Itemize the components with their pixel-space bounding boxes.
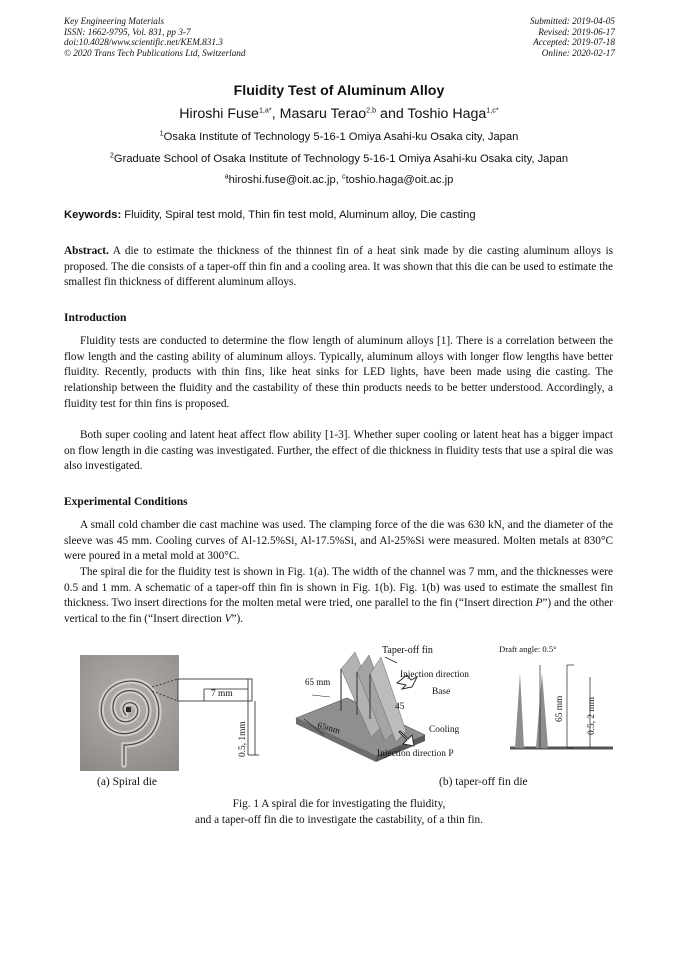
email-sup: c: [341, 171, 346, 181]
issn: ISSN: 1662-9795, Vol. 831, pp 3-7: [64, 26, 191, 37]
online-date: Online: 2020-02-17: [541, 47, 615, 58]
label-base: Base: [432, 687, 451, 697]
paper-title: Fluidity Test of Aluminum Alloy: [233, 83, 445, 99]
label-height-65: 65 mm: [305, 677, 331, 687]
label-channel-width: 7 mm: [211, 689, 233, 699]
affil-text: Osaka Institute of Technology 5-16-1 Omiya Asahi-ku Osaka city, Japan: [163, 131, 519, 143]
author-list: [0, 106, 678, 122]
exp-text: ”) and the other vertical to the fin (“Insert direction: [64, 597, 613, 626]
insert-direction-p: P: [535, 597, 543, 610]
label-injection-direction-p: Injection direction P: [377, 749, 454, 759]
affiliation-1: [0, 128, 678, 143]
label-cooling: Cooling: [429, 725, 460, 735]
abstract-label: Abstract.: [64, 245, 109, 257]
section-heading-experimental: Experimental Conditions: [64, 496, 188, 508]
author-affil-sup: 2,b: [366, 105, 377, 115]
exp-paragraph-2: [64, 565, 613, 628]
label-taper-off-fin: Taper-off fin: [382, 645, 433, 656]
author-separator: ,: [271, 106, 280, 122]
author-name: Masaru Terao: [279, 106, 367, 122]
email-c: toshio.haga@oit.ac.jp: [345, 174, 454, 186]
keywords: [64, 209, 476, 221]
figure-1: [64, 643, 613, 783]
doi: doi:10.4028/www.scientific.net/KEM.831.3: [64, 37, 223, 48]
exp-text: The spiral die for the fluidity test is shown in Fig. 1(a). The width of the channel was 7 mm, and the thicknesses were 0.5 and 1 mm. A schematic of a taper-off thin fin is shown in Fig. 1(b). Fig. 1(b) was used to estimate the smallest fin thickness. Two insert directions for the molten metal were tried, one parallel to the fin (“Insert direction: [64, 566, 613, 610]
label-angle-45: 45: [395, 702, 405, 712]
copyright: © 2020 Trans Tech Publications Ltd, Switzerland: [64, 47, 246, 58]
taper-off-fin-die: [296, 652, 425, 762]
author-affil-sup: 1,a*: [258, 105, 272, 115]
figure-drawings: [64, 643, 613, 783]
label-thickness: 0.5, 1mm: [238, 721, 248, 757]
submission-dates: [530, 16, 615, 58]
affil-number: 2: [109, 150, 114, 160]
revised-date: Revised: 2019-06-17: [538, 26, 615, 37]
abstract-text: A die to estimate the thickness of the thinnest fin of a heat sink made by die casting aluminum alloys is proposed. The die consists of a taper-off thin fin and a cooling area. It was shown that this die can be used to estimate the smallest fin thickness of different aluminum alloys.: [64, 245, 613, 289]
intro-paragraph-1: Fluidity tests are conducted to determine the flow length of aluminum alloys [1]. There is a correlation between the flow length and the casting ability of aluminum alloys. Typically, aluminum alloys with longer flow lengths have better fluidity. Recently, products with thin fins, like heat sinks for LED lights, have been made using die casting. The relationship between the fluidity and the castability of these thin products needs to be better understood. Accordingly, a fluidity test for thin fins is proposed.: [64, 335, 613, 410]
subfigure-a-label: (a) Spiral die: [97, 776, 158, 788]
figure-caption-line-2: and a taper-off fin die to investigate the castability, of a thin fin.: [194, 814, 484, 826]
insert-direction-v: V: [224, 613, 232, 626]
label-draft-angle: Draft angle: 0.5°: [499, 644, 557, 654]
intro-paragraph-2: Both super cooling and latent heat affect flow ability [1-3]. Whether super cooling or latent heat has a bigger impact on flow length in die casting was investigated. Further, the effect of die thickness in fluidity tests that use a spiral die was also investigated.: [64, 429, 613, 473]
author-affil-sup: 1,c*: [486, 105, 499, 115]
abstract: [64, 244, 613, 291]
email-sup: a: [224, 171, 229, 181]
label-depth-65: 65mm: [316, 720, 342, 736]
keywords-text: Fluidity, Spiral test mold, Thin fin test mold, Aluminum alloy, Die casting: [121, 209, 476, 221]
email-a: hiroshi.fuse@oit.ac.jp,: [228, 174, 342, 186]
figure-caption-line-1: Fig. 1 A spiral die for investigating the fluidity,: [232, 798, 446, 810]
affil-text: Graduate School of Osaka Institute of Technology 5-16-1 Omiya Asahi-ku Osaka city, Japan: [113, 153, 569, 165]
author-emails: [0, 171, 678, 186]
label-fin-height: 65 mm: [555, 695, 565, 722]
label-injection-direction: Injection direction: [400, 670, 469, 680]
accepted-date: Accepted: 2019-07-18: [533, 37, 615, 48]
label-fin-thickness: 0.5, 2 mm: [587, 696, 597, 735]
journal-info: [64, 16, 245, 58]
subfigure-b-label: (b) taper-off fin die: [439, 776, 528, 788]
affil-number: 1: [159, 128, 164, 138]
journal-name: Key Engineering Materials: [64, 16, 165, 26]
exp-text: ”).: [231, 613, 244, 626]
author-name: Toshio Haga: [407, 106, 487, 122]
author-separator: and: [376, 106, 408, 122]
affiliation-2: [0, 150, 678, 165]
exp-paragraph-1: A small cold chamber die cast machine was used. The clamping force of the die was 630 kN, and the diameter of the sleeve was 45 mm. Cooling curves of Al-12.5%Si, Al-17.5%Si, and Al-25%Si were measured. Molten metals at 830°C were poured in a metal mold at 300°C.: [64, 519, 613, 563]
keywords-label: Keywords:: [64, 209, 122, 221]
submitted-date: Submitted: 2019-04-05: [530, 16, 615, 26]
section-heading-introduction: Introduction: [64, 312, 127, 324]
author-name: Hiroshi Fuse: [179, 106, 259, 122]
